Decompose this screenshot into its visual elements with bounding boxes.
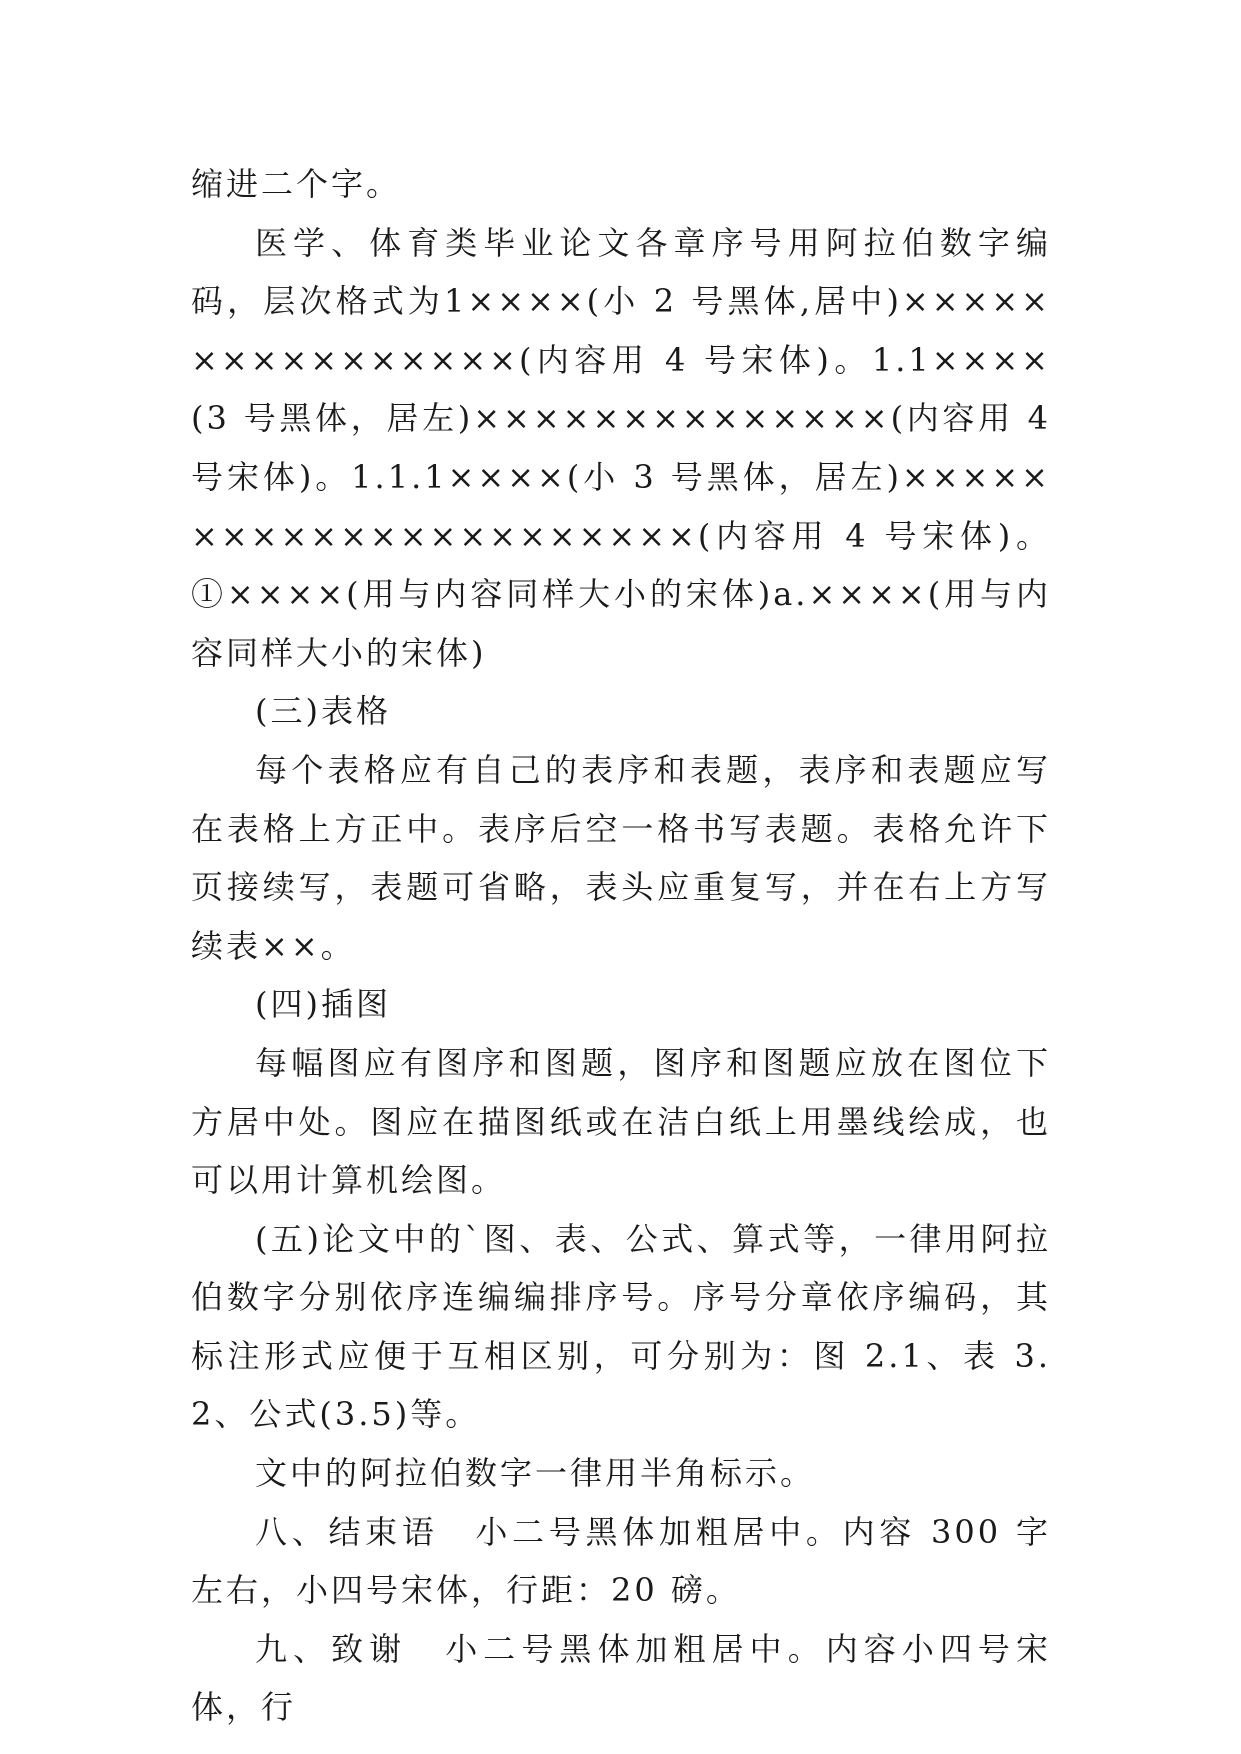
paragraph-numbering: (五)论文中的`图、表、公式、算式等，一律用阿拉伯数字分别依序连编编排序号。序号分章依序编码，其标注形式应便于互相区别，可分别为：图 2.1、表 3.2、公式(3.5)等。	[191, 1219, 1051, 1434]
paragraph-heading-format: 医学、体育类毕业论文各章序号用阿拉伯数字编码，层次格式为1××××(小 2 号黑体,居中)××××××××××××××××(内容用 4 号宋体)。1.1××××(3 号黑体，居左)××××××××××××××(内容用 4 号宋体)。1.1.1××××(小 3 号黑体，居左)××××××××××××××××××××××(内容用 4 号宋体)。①××××(用与内容同样大小的宋体)a.××××(用与内容同样大小的宋体)	[191, 223, 1051, 672]
paragraph-acknowledgement: 九、致谢 小二号黑体加粗居中。内容小四号宋体，行	[191, 1629, 1051, 1727]
paragraph-figures: 每幅图应有图序和图题，图序和图题应放在图位下方居中处。图应在描图纸或在洁白纸上用墨线绘成，也可以用计算机绘图。	[191, 1043, 1051, 1200]
paragraph-arabic-numerals: 文中的阿拉伯数字一律用半角标示。	[255, 1454, 816, 1493]
section-heading-figures: (四)插图	[255, 985, 391, 1024]
paragraph-conclusion: 八、结束语 小二号黑体加粗居中。内容 300 字左右，小四号宋体，行距：20 磅。	[191, 1512, 1051, 1610]
paragraph-indent-note: 缩进二个字。	[191, 165, 402, 203]
section-heading-tables: (三)表格	[255, 692, 391, 731]
paragraph-tables: 每个表格应有自己的表序和表题，表序和表题应写在表格上方正中。表序后空一格书写表题。表格允许下页接续写，表题可省略，表头应重复写，并在右上方写续表××。	[191, 750, 1051, 965]
document-body	[191, 155, 1051, 1737]
